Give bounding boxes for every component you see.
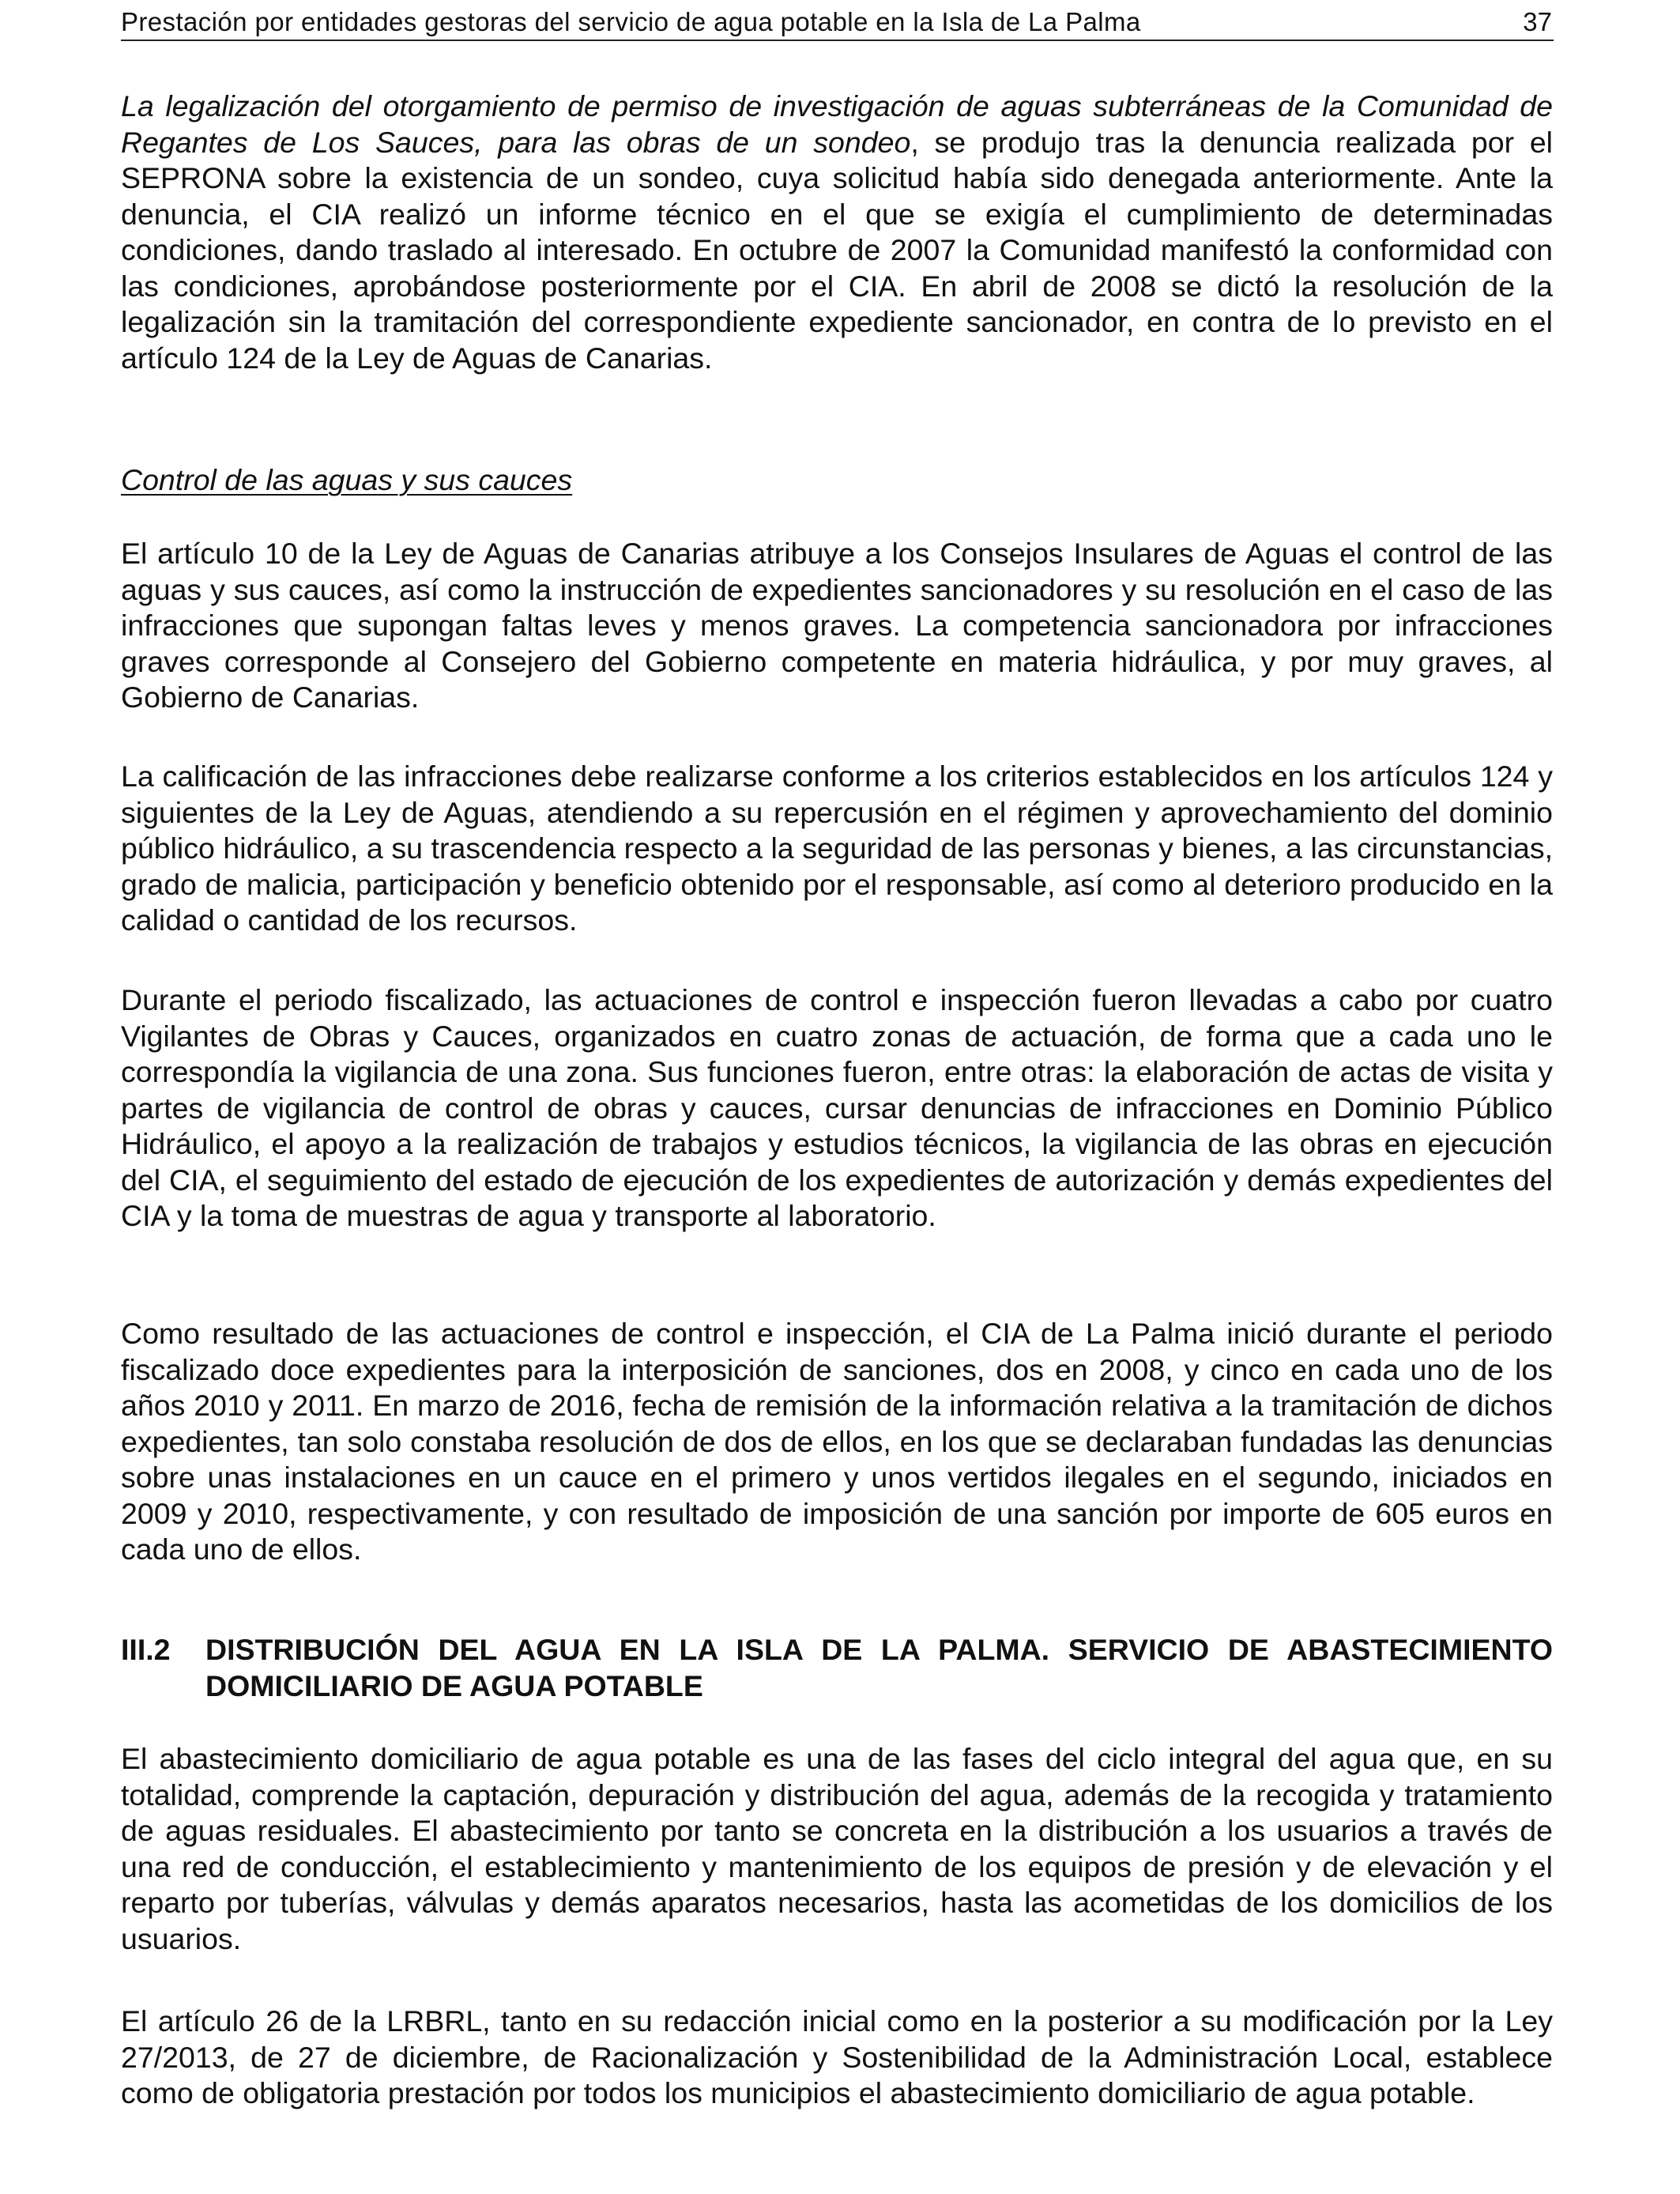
paragraph-legalizacion-text: , se produjo tras la denuncia realizada por el SEPRONA sobre la existencia de un sondeo, cuya solicitud había sido denegada anteriormente. Ante la denuncia, el CIA realizó un informe técnico en el que se exigía el cumplimiento de determinadas condiciones, dando traslado al interesado. En octubre de 2007 la Comunidad manifestó la conformidad con las condiciones, aprobándose posteriormente por el CIA. En abril de 2008 se dictó la resolución de la legalización sin la tramitación del correspondiente expediente sancionador, en contra de lo previsto en el artículo 124 de la Ley de Aguas de Canarias. [121, 125, 1554, 375]
paragraph-periodo-fiscalizado: Durante el periodo fiscalizado, las actuaciones de control e inspección fueron llevadas a cabo por cuatro Vigilantes de Obras y Cauces, organizados en cuatro zonas de actuación, de forma que a cada uno le correspondía la vigilancia de una zona. Sus funciones fueron, entre otras: la elaboración de actas de visita y partes de vigilancia de control de obras y cauces, cursar denuncias de infracciones en Dominio Público Hidráulico, el apoyo a la realización de trabajos y estudios técnicos, la vigilancia de las obras en ejecución del CIA, el seguimiento del estado de ejecución de los expedientes de autorización y demás expedientes del CIA y la toma de muestras de agua y transporte al laboratorio. [121, 983, 1553, 1232]
paragraph-legalizacion [121, 89, 1553, 376]
header-title: Prestación por entidades gestoras del servicio de agua potable en la Isla de La Palma [121, 7, 1141, 36]
paragraph-resultado: Como resultado de las actuaciones de control e inspección, el CIA de La Palma inició durante el periodo fiscalizado doce expedientes para la interposición de sanciones, dos en 2008, y cinco en cada uno de los años 2010 y 2011. En marzo de 2016, fecha de remisión de la información relativa a la tramitación de dichos expedientes, tan solo constaba resolución de dos de ellos, en los que se declaraban fundadas las denuncias sobre unas instalaciones en un cauce en el primero y unos vertidos ilegales en el segundo, iniciados en 2009 y 2010, respectivamente, y con resultado de imposición de una sanción por importe de 605 euros en cada uno de ellos. [121, 1317, 1553, 1566]
section-heading [121, 1631, 1553, 1704]
section-number: III.2 [121, 1633, 171, 1666]
paragraph-articulo-26: El artículo 26 de la LRBRL, tanto en su redacción inicial como en la posterior a su modificación por la Ley 27/2013, de 27 de diciembre, de Racionalización y Sostenibilidad de la Administración Local, establece como de obligatoria prestación por todos los municipios el abastecimiento domiciliario de agua potable. [121, 2004, 1553, 2109]
paragraph-articulo-10: El artículo 10 de la Ley de Aguas de Canarias atribuye a los Consejos Insulares de Aguas el control de las aguas y sus cauces, así como la instrucción de expedientes sancionadores y su resolución en el caso de las infracciones que supongan faltas leves y menos graves. La competencia sancionadora por infracciones graves corresponde al Consejero del Gobierno competente en materia hidráulica, y por muy graves, al Gobierno de Canarias. [121, 537, 1553, 714]
running-header [121, 5, 1554, 41]
paragraph-legalizacion-italic: La legalización del otorgamiento de permiso de investigación de aguas subterráneas de la Comunidad de Regantes de Los Sauces, para las obras de un sondeo [121, 89, 1553, 159]
page-number: 37 [1523, 7, 1552, 36]
paragraph-abastecimiento: El abastecimiento domiciliario de agua potable es una de las fases del ciclo integral del agua que, en su totalidad, comprende la captación, depuración y distribución del agua, además de la recogida y tratamiento de aguas residuales. El abastecimiento por tanto se concreta en la distribución a los usuarios a través de una red de conducción, el establecimiento y mantenimiento de los equipos de presión y de elevación y el reparto por tuberías, válvulas y demás aparatos necesarios, hasta las acometidas de los domicilios de los usuarios. [121, 1742, 1553, 1955]
paragraph-calificacion: La calificación de las infracciones debe realizarse conforme a los criterios establecidos en los artículos 124 y siguientes de la Ley de Aguas, atendiendo a su repercusión en el régimen y aprovechamiento del dominio público hidráulico, a su trascendencia respecto a la seguridad de las personas y bienes, a las circunstancias, grado de malicia, participación y beneficio obtenido por el responsable, así como al deterioro producido en la calidad o cantidad de los recursos. [121, 760, 1553, 937]
section-title: DISTRIBUCIÓN DEL AGUA EN LA ISLA DE LA PALMA. SERVICIO DE ABASTECIMIENTO DOMICILIARIO DE AGUA POTABLE [205, 1633, 1553, 1702]
subheading-control: Control de las aguas y sus cauces [121, 463, 573, 496]
